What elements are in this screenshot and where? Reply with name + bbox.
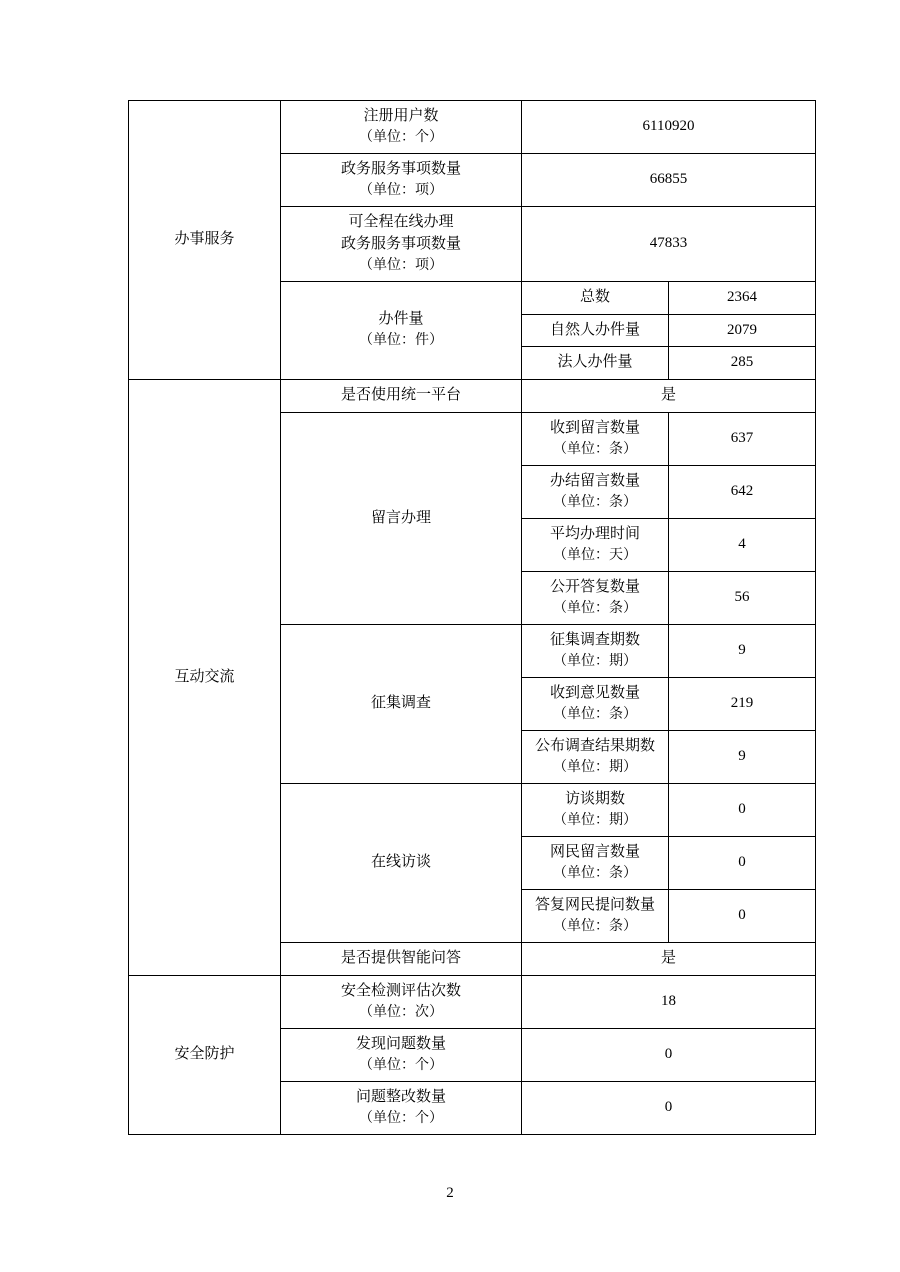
value-cell: 9 <box>669 731 816 784</box>
sub-label-cell <box>522 518 669 571</box>
value-cell: 18 <box>522 976 816 1029</box>
sub-label: 办结留言数量 <box>549 472 640 489</box>
sub-label-cell <box>522 412 669 465</box>
sub-label: 答复网民提问数量 <box>534 897 655 914</box>
sub-unit: （单位：期） <box>553 759 637 775</box>
sub-label-cell: 法人办件量 <box>522 347 669 380</box>
item-cell-survey: 征集调查 <box>281 625 522 784</box>
item-unit: （单位：个） <box>359 1057 443 1073</box>
item-cell <box>281 207 522 282</box>
item-cell <box>281 101 522 154</box>
sub-unit: （单位：条） <box>553 706 637 722</box>
sub-label-cell <box>522 572 669 625</box>
sub-label-cell: 总数 <box>522 281 669 314</box>
sub-label-cell <box>522 625 669 678</box>
sub-unit: （单位：天） <box>553 547 637 563</box>
sub-label-cell <box>522 465 669 518</box>
sub-label-cell <box>522 837 669 890</box>
item-cell <box>281 154 522 207</box>
item-label: 政务服务事项数量 <box>340 161 461 178</box>
category-cell-service: 办事服务 <box>129 101 281 380</box>
sub-unit: （单位：条） <box>553 866 637 882</box>
sub-unit: （单位：条） <box>553 494 637 510</box>
item-cell-case-volume <box>281 281 522 379</box>
report-table-container <box>128 100 788 1135</box>
item-label: 问题整改数量 <box>355 1089 446 1106</box>
item-cell-online-interview: 在线访谈 <box>281 784 522 943</box>
value-cell: 4 <box>669 518 816 571</box>
sub-label-cell <box>522 678 669 731</box>
item-label: 发现问题数量 <box>355 1036 446 1053</box>
value-cell: 66855 <box>522 154 816 207</box>
category-cell-security: 安全防护 <box>129 976 281 1135</box>
item-unit: （单位：个） <box>359 1110 443 1126</box>
sub-label: 平均办理时间 <box>549 525 640 542</box>
value-cell: 2364 <box>669 281 816 314</box>
item-cell-message-handling: 留言办理 <box>281 412 522 624</box>
item-label: 办件量 <box>378 311 424 328</box>
item-unit: （单位：次） <box>359 1004 443 1020</box>
table-row <box>129 976 816 1029</box>
item-cell: 是否提供智能问答 <box>281 943 522 976</box>
table-row <box>129 101 816 154</box>
sub-unit: （单位：条） <box>553 441 637 457</box>
category-cell-interaction: 互动交流 <box>129 380 281 976</box>
value-cell: 0 <box>669 784 816 837</box>
value-cell: 56 <box>669 572 816 625</box>
sub-unit: （单位：条） <box>553 600 637 616</box>
value-cell: 9 <box>669 625 816 678</box>
table-row <box>129 380 816 413</box>
item-label-line2: 政务服务事项数量 <box>340 235 461 252</box>
value-cell: 2079 <box>669 314 816 347</box>
value-cell: 6110920 <box>522 101 816 154</box>
value-cell: 0 <box>669 890 816 943</box>
item-label: 可全程在线办理 <box>348 214 454 231</box>
sub-label: 公开答复数量 <box>549 579 640 596</box>
sub-unit: （单位：条） <box>553 919 637 935</box>
item-cell <box>281 976 522 1029</box>
value-cell: 是 <box>522 380 816 413</box>
item-cell: 是否使用统一平台 <box>281 380 522 413</box>
item-label: 注册用户数 <box>363 108 439 124</box>
sub-unit: （单位：期） <box>553 653 637 669</box>
value-cell: 219 <box>669 678 816 731</box>
value-cell: 637 <box>669 412 816 465</box>
item-unit: （单位：项） <box>359 182 443 198</box>
sub-label: 收到留言数量 <box>549 419 640 436</box>
item-unit: （单位：个） <box>359 129 443 145</box>
sub-label-cell <box>522 784 669 837</box>
value-cell: 是 <box>522 943 816 976</box>
sub-unit: （单位：期） <box>553 812 637 828</box>
item-cell <box>281 1082 522 1135</box>
value-cell: 285 <box>669 347 816 380</box>
sub-label: 征集调查期数 <box>549 632 640 649</box>
item-cell <box>281 1029 522 1082</box>
item-unit: （单位：件） <box>359 333 443 349</box>
value-cell: 0 <box>522 1082 816 1135</box>
sub-label-cell <box>522 731 669 784</box>
item-label: 安全检测评估次数 <box>340 983 461 1000</box>
sub-label: 收到意见数量 <box>549 685 640 702</box>
value-cell: 0 <box>669 837 816 890</box>
item-unit: （单位：项） <box>359 257 443 273</box>
value-cell: 47833 <box>522 207 816 282</box>
sub-label: 网民留言数量 <box>549 844 640 861</box>
sub-label: 访谈期数 <box>564 791 625 808</box>
sub-label-cell: 自然人办件量 <box>522 314 669 347</box>
annual-report-table <box>128 100 816 1135</box>
sub-label-cell <box>522 890 669 943</box>
value-cell: 0 <box>522 1029 816 1082</box>
sub-label: 公布调查结果期数 <box>534 738 655 755</box>
page-number: 2 <box>446 1185 454 1201</box>
value-cell: 642 <box>669 465 816 518</box>
